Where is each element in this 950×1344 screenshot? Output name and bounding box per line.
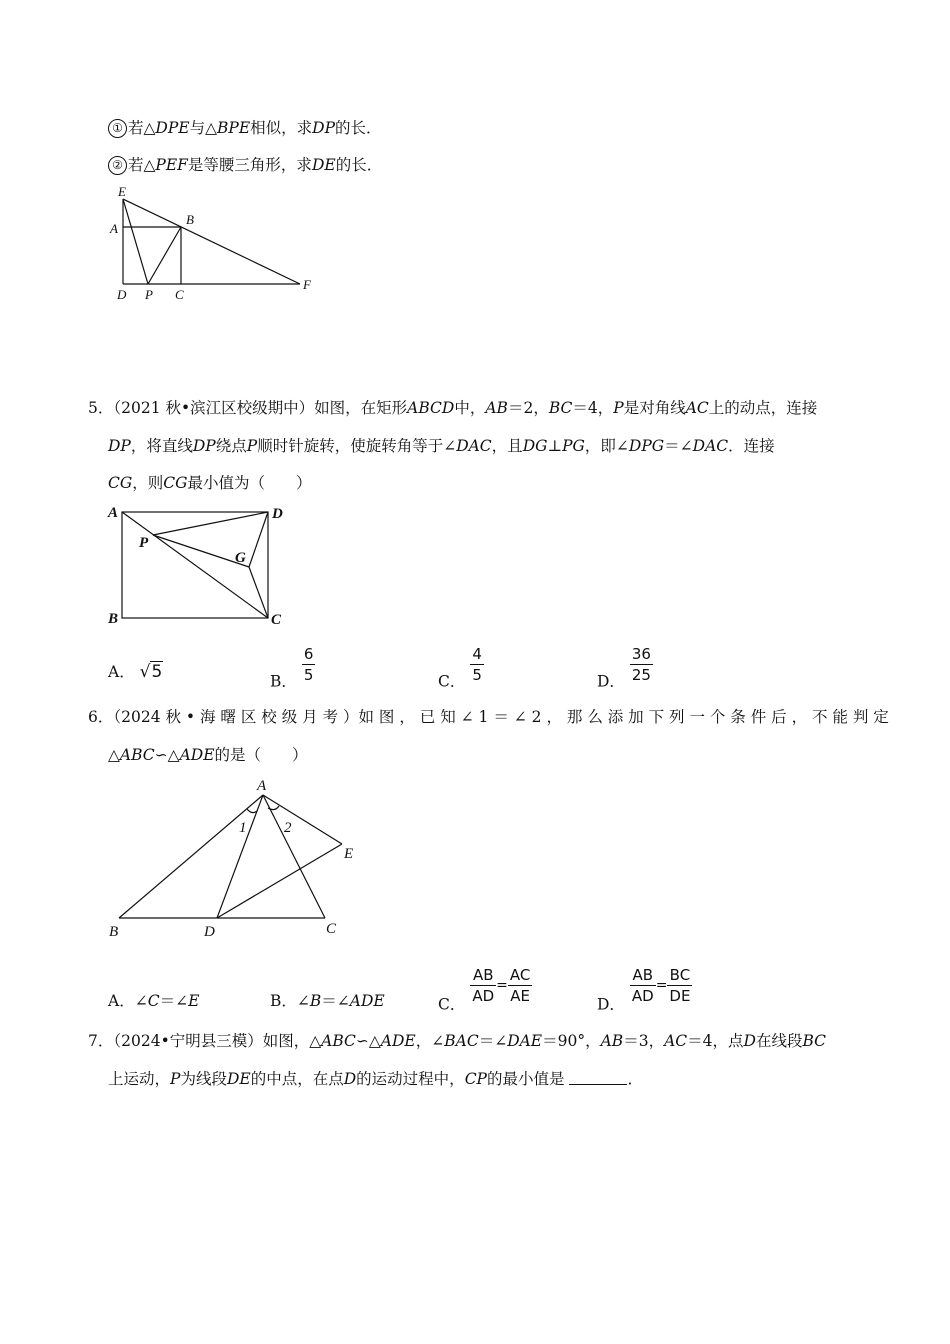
q6-seg-AD: [217, 795, 263, 918]
q5-seg-GC: [249, 567, 268, 618]
q4-sub2: ② 若△PEF是等腰三角形，求DE的长．: [108, 155, 382, 175]
q6-seg-AB: [119, 795, 263, 918]
q5-line3: CG，则CG最小值为（ ）: [108, 474, 312, 492]
q6-label-B: B: [109, 924, 119, 940]
q4-label-B: B: [186, 212, 194, 227]
q6-label-D: D: [204, 924, 215, 940]
fraction: $\frac{BC}{DE}$: [669, 966, 691, 1005]
q7-number: 7．: [88, 1032, 114, 1050]
q4-seg-EF: [123, 199, 300, 284]
fraction: $\frac{AB}{AD}$: [472, 966, 495, 1005]
q6-label-A: A: [257, 778, 267, 794]
q5-option-b[interactable]: B． $\frac{6}{5}$: [270, 645, 314, 691]
q6-label-C: C: [326, 921, 337, 937]
q6-option-d[interactable]: D． $\frac{AB}{AD}$ = $\frac{BC}{DE}$: [597, 966, 691, 1014]
q4-label-C: C: [175, 287, 184, 302]
q6-label-E: E: [344, 846, 354, 862]
q6-line1: 6．（2024 秋 • 海 曙 区 校 级 月 考 ）如 图 ， 已 知 ∠ 1 ＝ ∠ 2 ， 那 么 添 加 下 列 一 个 条 件 后 ， 不 能 判 定: [88, 708, 889, 726]
q5-figure: [0, 495, 950, 635]
fraction: $\frac{AB}{AD}$: [631, 966, 654, 1005]
q4-figure: [0, 0, 950, 320]
fraction: $\frac{6}{5}$: [303, 645, 314, 684]
sqrt-symbol: √5: [139, 662, 163, 682]
q5-label-C: C: [271, 612, 282, 628]
q6-seg-AC: [263, 795, 325, 918]
fraction: $\frac{4}{5}$: [472, 645, 482, 684]
q4-label-E: E: [118, 184, 126, 199]
q7-line2: 上运动，P为线段DE的中点，在点D的运动过程中，CP的最小值是 ．: [108, 1070, 643, 1088]
q6-option-b[interactable]: B．∠B＝∠ADE: [270, 992, 385, 1010]
q6-line2: △ABC∽△ADE的是（ ）: [108, 746, 308, 764]
q4-label-A: A: [110, 221, 118, 236]
q5-source: （2021 秋•滨江区校级期中）: [113, 399, 315, 417]
q5-label-B: B: [108, 611, 119, 627]
q6-option-a[interactable]: A．∠C＝∠E: [108, 992, 200, 1010]
q4-label-P: P: [145, 287, 153, 302]
q5-seg-DP: [153, 512, 268, 535]
q7-line1: 7．（2024•宁明县三模）如图，△ABC∽△ADE，∠BAC＝∠DAE＝90°，AB＝3，AC＝4，点D在线段BC: [88, 1032, 827, 1050]
q6-label-angle-1: 1: [239, 820, 247, 836]
q5-number: 5．: [88, 399, 114, 417]
q5-label-G: G: [235, 550, 246, 566]
q5-seg-DG: [249, 512, 268, 567]
circled-number-1: ①: [108, 119, 127, 138]
q7-source: （2024•宁明县三模）: [113, 1032, 263, 1050]
q6-source: （2024 秋 • 海 曙 区 校 级 月 考 ）: [113, 708, 359, 726]
fraction: $\frac{AC}{AE}$: [509, 966, 531, 1005]
q4-label-D: D: [117, 287, 127, 302]
q5-label-D: D: [272, 506, 283, 522]
q6-label-angle-2: 2: [284, 820, 292, 836]
q4-seg-PB: [148, 227, 181, 284]
q5-option-d[interactable]: D． $\frac{36}{25}$: [597, 645, 651, 691]
answer-blank[interactable]: [569, 1070, 627, 1085]
q6-figure: [0, 770, 950, 950]
q5-option-c[interactable]: C． $\frac{4}{5}$: [438, 645, 482, 691]
q4-seg-EP: [123, 199, 148, 284]
q6-option-c[interactable]: C． $\frac{AB}{AD}$ = $\frac{AC}{AE}$: [438, 966, 531, 1014]
fraction: $\frac{36}{25}$: [631, 645, 651, 684]
circled-number-2: ②: [108, 156, 127, 175]
q5-line2: DP，将直线DP绕点P顺时针旋转，使旋转角等于∠DAC，且DG⊥PG，即∠DPG＝∠DAC．连接: [108, 437, 775, 455]
q6-angle-mark-1: [247, 809, 257, 813]
q5-line1: 5．（2021 秋•滨江区校级期中）如图，在矩形ABCD中，AB＝2，BC＝4，P是对角线AC上的动点，连接: [88, 399, 818, 417]
q4-sub1: ① 若△DPE与△BPE相似，求DP的长．: [108, 118, 382, 138]
q4-label-F: F: [303, 277, 311, 292]
q5-label-A: A: [108, 505, 119, 521]
q6-seg-DE: [217, 844, 342, 918]
q5-diag-AC: [122, 512, 268, 618]
q5-option-a[interactable]: A． √5: [108, 662, 163, 682]
q5-label-P: P: [139, 535, 149, 551]
q6-number: 6．: [88, 708, 114, 726]
